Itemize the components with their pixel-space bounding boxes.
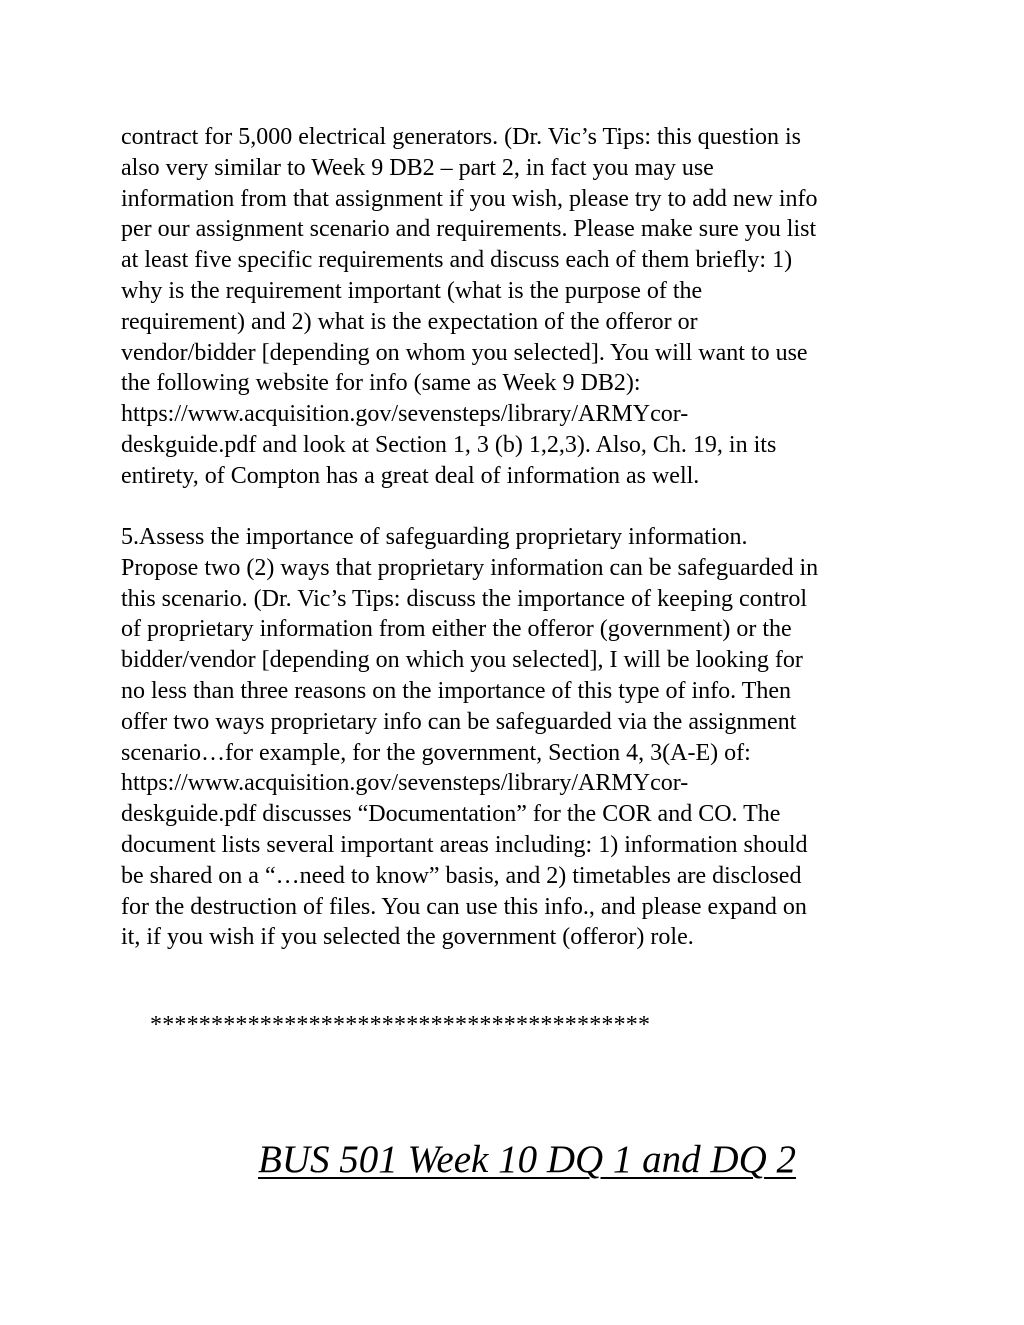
paragraph-line: bidder/vendor [depending on which you selected], I will be looking for [121,647,803,674]
paragraph-line: this scenario. (Dr. Vic’s Tips: discuss the importance of keeping control [121,585,808,612]
section-heading: BUS 501 Week 10 DQ 1 and DQ 2 [258,1138,796,1181]
asterisk-separator: ***************************************** [150,1012,651,1038]
paragraph-line: document lists several important areas including: 1) information should [121,831,808,858]
paragraph-line: information from that assignment if you wish, please try to add new info [121,185,818,212]
paragraph-line: also very similar to Week 9 DB2 – part 2, in fact you may use [121,154,714,181]
paragraph-line: deskguide.pdf and look at Section 1, 3 (b) 1,2,3). Also, Ch. 19, in its [121,431,777,458]
paragraph-line: contract for 5,000 electrical generators. (Dr. Vic’s Tips: this question is [121,124,801,150]
paragraph-line-url: https://www.acquisition.gov/sevensteps/library/ARMYcor- [121,770,689,797]
paragraph-line: offer two ways proprietary info can be safeguarded via the assignment [121,708,797,735]
paragraph-line: no less than three reasons on the importance of this type of info. Then [121,677,792,704]
paragraph-line: of proprietary information from either the offeror (government) or the [121,616,792,643]
paragraph-line: the following website for info (same as Week 9 DB2): [121,370,641,397]
paragraph-line: why is the requirement important (what is the purpose of the [121,277,703,304]
paragraph-line: entirety, of Compton has a great deal of information as well. [121,462,700,489]
paragraph-line: per our assignment scenario and requirements. Please make sure you list [121,216,817,243]
paragraph-line-url: https://www.acquisition.gov/sevensteps/library/ARMYcor- [121,401,689,428]
paragraph-line: be shared on a “…need to know” basis, and 2) timetables are disclosed [121,862,802,889]
paragraph-line: vendor/bidder [depending on whom you selected]. You will want to use [121,339,808,366]
paragraph-line: it, if you wish if you selected the government (offeror) role. [121,924,694,951]
paragraph-line: 5.Assess the importance of safeguarding proprietary information. [121,524,748,550]
paragraph-requirements [121,122,921,492]
paragraph-line: requirement) and 2) what is the expectation of the offeror or [121,308,698,335]
paragraph-line: deskguide.pdf discusses “Documentation” for the COR and CO. The [121,801,781,828]
paragraph-proprietary-information [121,522,921,953]
paragraph-line: Propose two (2) ways that proprietary information can be safeguarded in [121,554,819,581]
paragraph-line: scenario…for example, for the government, Section 4, 3(A-E) of: [121,739,751,766]
paragraph-line: at least five specific requirements and discuss each of them briefly: 1) [121,247,793,274]
paragraph-line: for the destruction of files. You can use this info., and please expand on [121,893,807,920]
